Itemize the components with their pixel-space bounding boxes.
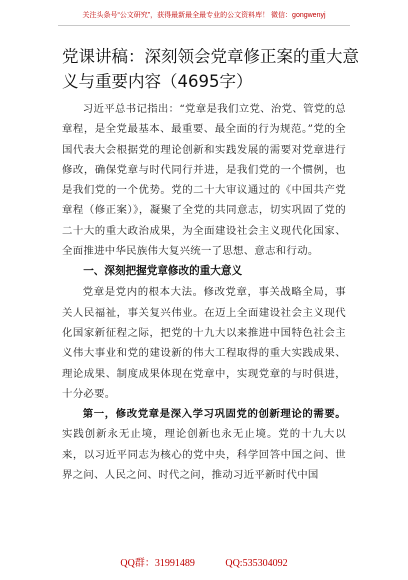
section-heading: 一、深刻把握党章修改的重大意义 xyxy=(83,265,243,278)
document-title: 党课讲稿：深刻领会党章修正案的重大意义与重要内容（4695字） xyxy=(62,47,359,91)
point-one-lead: 第一，修改党章是深入学习巩固党的创新理论的需要。 xyxy=(82,408,346,421)
body-paragraph-point-one xyxy=(62,404,346,485)
intro-paragraph: 习近平总书记指出：“党章是我们立党、治党、管党的总章程，是全党最基本、最重要、最全面的行为规范。”党的全国代表大会根据党的理论创新和实践发展的需要对党章进行修改，确保党章与时代同行并进，是我们党的一个惯例，也是我们党的一个优势。党的二十大审议通过的《中国共产党章程（修正案）》，凝聚了全党的共同意志，切实巩固了党的二十大的重大政治成果，为全面建设社会主义现代化国家、全面推进中华民族伟大复兴统一了思想、意志和行动。 xyxy=(62,103,346,258)
footer xyxy=(0,554,408,569)
footer-qq-group: QQ群：31991489 xyxy=(120,558,195,569)
point-one-text: 实践创新永无止境，理论创新也永无止境。党的十九大以来，以习近平同志为核心的党中央，科学回答中国之问、世界之问、人民之问、时代之问，推动习近平新时代中国 xyxy=(62,428,346,482)
header-banner: 关注头条号“公文研究”，获得最新最全最专业的公文资料库！ 微信：gongwenyj xyxy=(58,10,350,26)
footer-qq-contact: QQ:535304092 xyxy=(225,558,288,569)
document-body xyxy=(62,99,346,485)
body-paragraph: 党章是党内的根本大法。修改党章，事关战略全局，事关人民福祉，事关复兴伟业。在迈上全面建设社会主义现代化国家新征程之际，把党的十九大以来推进中国特色社会主义伟大事业和党的建设新的伟大工程取得的重大实践成果、理论成果、制度成果体现在党章中，实现党章的与时俱进，十分必要。 xyxy=(62,286,346,400)
